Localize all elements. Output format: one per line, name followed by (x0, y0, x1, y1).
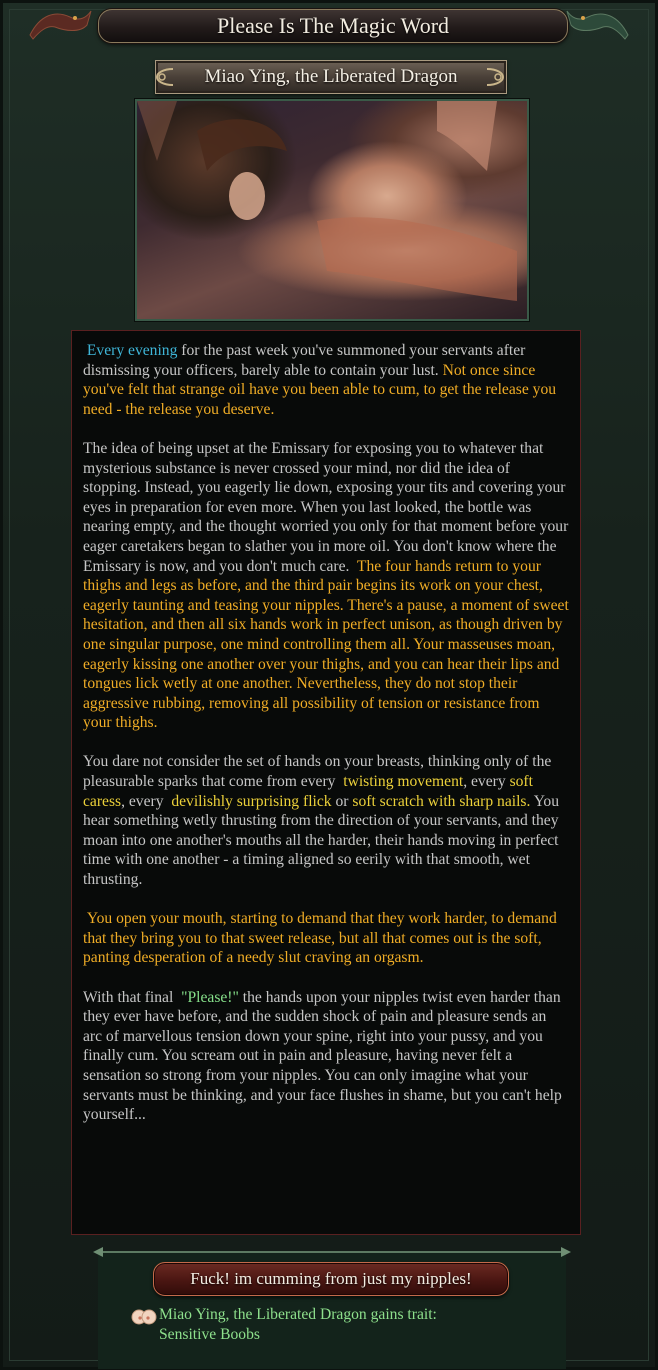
highlight-text: You open your mouth, starting to demand that they work harder, to demand that they bring you to that sweet release, but all that comes out is the soft, panting desperation of a needy slut craving an orgasm. (83, 910, 557, 967)
dragon-ornament-left-icon (25, 5, 95, 45)
body-text: for the past week you've summoned your servants after dismissing your officers, barely able to contain your lust. (83, 342, 526, 379)
paragraph-5 (83, 988, 569, 1125)
body-text: You hear something wetly thrusting from the direction of your servants, and they moan into one another's mouths all the harder, their hands moving in perfect time with one another - a timing aligned so eerily with that smooth, wet thrusting. (83, 792, 560, 889)
body-text: the hands upon your nipples twist even harder than they ever have before, and the sudden shock of pain and pleasure sends an arc of marvellous tension down your spine, right into your pussy, and you finally cum. You scream out in pain and pleasure, having never felt a sensation so strong from your nipples. You can only imagine what your servants must be thinking, and your face flushes in shame, but you can't help yourself... (83, 988, 562, 1124)
highlight-text: Not once since you've felt that strange oil have you been able to cum, to get the release you need - the release you deserve. (83, 361, 557, 418)
highlight-text: "Please!" (181, 988, 239, 1006)
trait-gain-text (159, 1305, 437, 1344)
body-text: With that final (83, 988, 174, 1006)
scroll-ornament-right-icon (483, 65, 507, 89)
body-text: , every (463, 773, 506, 791)
paragraph-3 (83, 752, 569, 889)
trait-icon (131, 1305, 157, 1329)
highlight-text: soft scratch with sharp nails. (352, 792, 531, 810)
body-text: The idea of being upset at the Emissary for exposing you to whatever that mysterious substance is never crossed your mind, nor did the idea of stopping. Instead, you eagerly lie down, exposing your tits and covering your eyes in preparation for even more. When you last looked, the bottle was nearing empty, and the thought worried you only for that moment before your eager caretakers began to slather you in more oil. You don't know where the Emissary is now, and you don't much care. (83, 439, 569, 575)
body-text: You dare not consider the set of hands on your breasts, thinking only of the pleasurable sparks that come from every (83, 753, 552, 791)
highlight-text: The four hands return to your thighs and legs as before, and the third pair begins its work on your chest, eagerly taunting and teasing your nipples. There's a pause, a moment of sweet hesitation, and then all six hands work in perfect unison, as though driven by one singular purpose, one mind controlling them all. Your masseuses moan, eagerly kissing one another over your thighs, and you can hear their lips and tongues lick wetly at one another. Nevertheless, they do not stop their aggressive rubbing, removing all possibility of tension or resistance from your thighs. (83, 557, 569, 732)
paragraph-2 (83, 439, 569, 733)
dragon-ornament-right-icon (563, 5, 633, 45)
paragraph-1 (83, 341, 569, 419)
trait-name: Sensitive Boobs (159, 1325, 260, 1343)
event-text-box (71, 330, 581, 1235)
choice-button[interactable] (153, 1262, 509, 1296)
choice-label: Fuck! im cumming from just my nipples! (190, 1269, 472, 1288)
character-name: Miao Ying, the Liberated Dragon (204, 66, 458, 87)
trait-gain-line: Miao Ying, the Liberated Dragon gains trait: (159, 1306, 437, 1323)
title-bar (98, 9, 568, 43)
paragraph-4 (83, 909, 569, 968)
highlight-text: Every evening (86, 342, 178, 359)
event-illustration (135, 99, 529, 321)
divider-ornament-icon (93, 1247, 571, 1257)
event-title: Please Is The Magic Word (216, 13, 450, 38)
event-illustration-shapes (137, 101, 527, 319)
highlight-text: devilishly surprising flick (171, 792, 332, 810)
scroll-ornament-left-icon (153, 65, 177, 89)
highlight-text: soft caress (83, 773, 533, 810)
body-text: or (331, 792, 349, 810)
highlight-text: twisting movement (343, 773, 464, 791)
body-text: , every (121, 792, 164, 810)
character-name-plate (155, 60, 507, 94)
